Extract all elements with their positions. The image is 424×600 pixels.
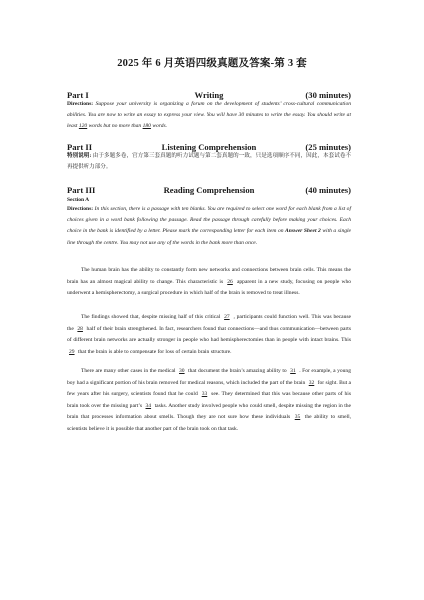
blank-28: 28 — [77, 325, 83, 332]
passage-text: . For example, a young boy had a significant portion of his brain removed for medical reasons, which included the part of the brain — [67, 368, 351, 386]
passage-text: the ability to smell, scientists believe it is possible that another part of the brain took on that task. — [67, 414, 352, 432]
part-number: Part II — [67, 142, 93, 152]
passage-text: There are many other cases in the medical — [81, 368, 176, 374]
part-time: (40 minutes) — [305, 185, 351, 195]
passage-paragraph-1 — [67, 265, 351, 300]
blank-30: 30 — [179, 368, 185, 374]
min-words: 120 — [78, 123, 88, 130]
part-time: (30 minutes) — [305, 90, 351, 100]
note-label: 特别说明: — [67, 153, 92, 159]
blank-35: 35 — [294, 414, 301, 421]
passage-text: The findings showed that, despite missing half of this critical — [81, 314, 221, 320]
blank-31: 31 — [290, 368, 296, 374]
blank-33: 33 — [201, 391, 208, 398]
directions-text: words but no more than — [88, 123, 142, 130]
blank-29: 29 — [69, 348, 75, 355]
directions-text: Suppose your university is organizing a forum on the development of students’ cross-cultural communication abilities. You are now to write an essay to express your view. You will have 30 minutes to write the essay. You should write at least — [67, 101, 351, 130]
writing-directions — [67, 99, 351, 133]
part-number: Part I — [67, 90, 89, 100]
directions-label: Directions: — [67, 206, 94, 212]
passage-text: apparent in a new study, focusing on people who underwent a hemispherectomy, a surgical procedure in which half of the brain is removed to treat illness. — [67, 278, 352, 297]
passage-text: The human brain has the ability to constantly form new networks and connections between brain cells. This means the brain has an almost magical ability to change. This characteristic is — [67, 267, 351, 285]
max-words: 180 — [142, 123, 151, 130]
blank-27: 27 — [224, 314, 230, 320]
part-name: Listening Comprehension — [161, 142, 257, 152]
blank-26: 26 — [227, 278, 233, 285]
part-time: (25 minutes) — [305, 142, 351, 152]
passage-text: see. They determined that this was because other parts of his brain took over the missing part’s — [67, 391, 351, 409]
passage-text: that document the brain’s amazing ability to — [188, 368, 287, 374]
passage-text: , participants could function well. This was because the — [67, 314, 351, 332]
passage-text: for sight. But a few years after his surgery, scientists found that he could — [67, 379, 352, 398]
directions-text: In this section, there is a passage with ten blanks. You are required to select one word for each blank from a list of choices given in a word bank following the passage. Read the passage through carefully before making your choices. Each choice in the bank is identified by a letter. Please mark the corresponding letter for each item on — [67, 206, 351, 235]
passage-text: half of their brain strengthened. In fact, researchers found that connections—and thus communication—between parts of different brain networks are actually stronger in people who had hemispherectomies than in people with intact brains. This — [67, 325, 352, 344]
page-title: 2025 年 6 月英语四级真题及答案-第 3 套 — [117, 58, 307, 69]
passage-paragraph-2 — [67, 312, 351, 358]
reading-directions — [67, 204, 351, 249]
listening-note — [67, 151, 351, 173]
part-number: Part III — [67, 185, 96, 195]
part-name: Reading Comprehension — [163, 185, 255, 195]
passage-text: tasks. Another study involved people who could smell, despite missing the region in the brain that processes information about smells. Though they are not sure how these individuals — [67, 402, 351, 421]
part-3-header — [67, 185, 351, 197]
directions-label: Directions: — [67, 101, 94, 107]
note-text: 由于多题多卷，官方第三套真题的听力试题与第二套真题的一致，只是选项顺序不同，因此，本套试卷不再提供听力部分。 — [67, 153, 352, 171]
passage-text: that the brain is able to compensate for loss of certain brain structure. — [77, 348, 232, 355]
blank-34: 34 — [145, 402, 152, 409]
blank-32: 32 — [308, 379, 315, 386]
passage-paragraph-3 — [67, 366, 351, 435]
answer-sheet-ref: Answer Sheet 2 — [285, 228, 321, 235]
part-name: Writing — [194, 90, 224, 100]
directions-text: with a single line through the centre. You may not use any of the words in the bank more than once. — [67, 228, 351, 246]
section-label: Section A — [67, 197, 90, 203]
directions-text: words. — [152, 123, 168, 130]
